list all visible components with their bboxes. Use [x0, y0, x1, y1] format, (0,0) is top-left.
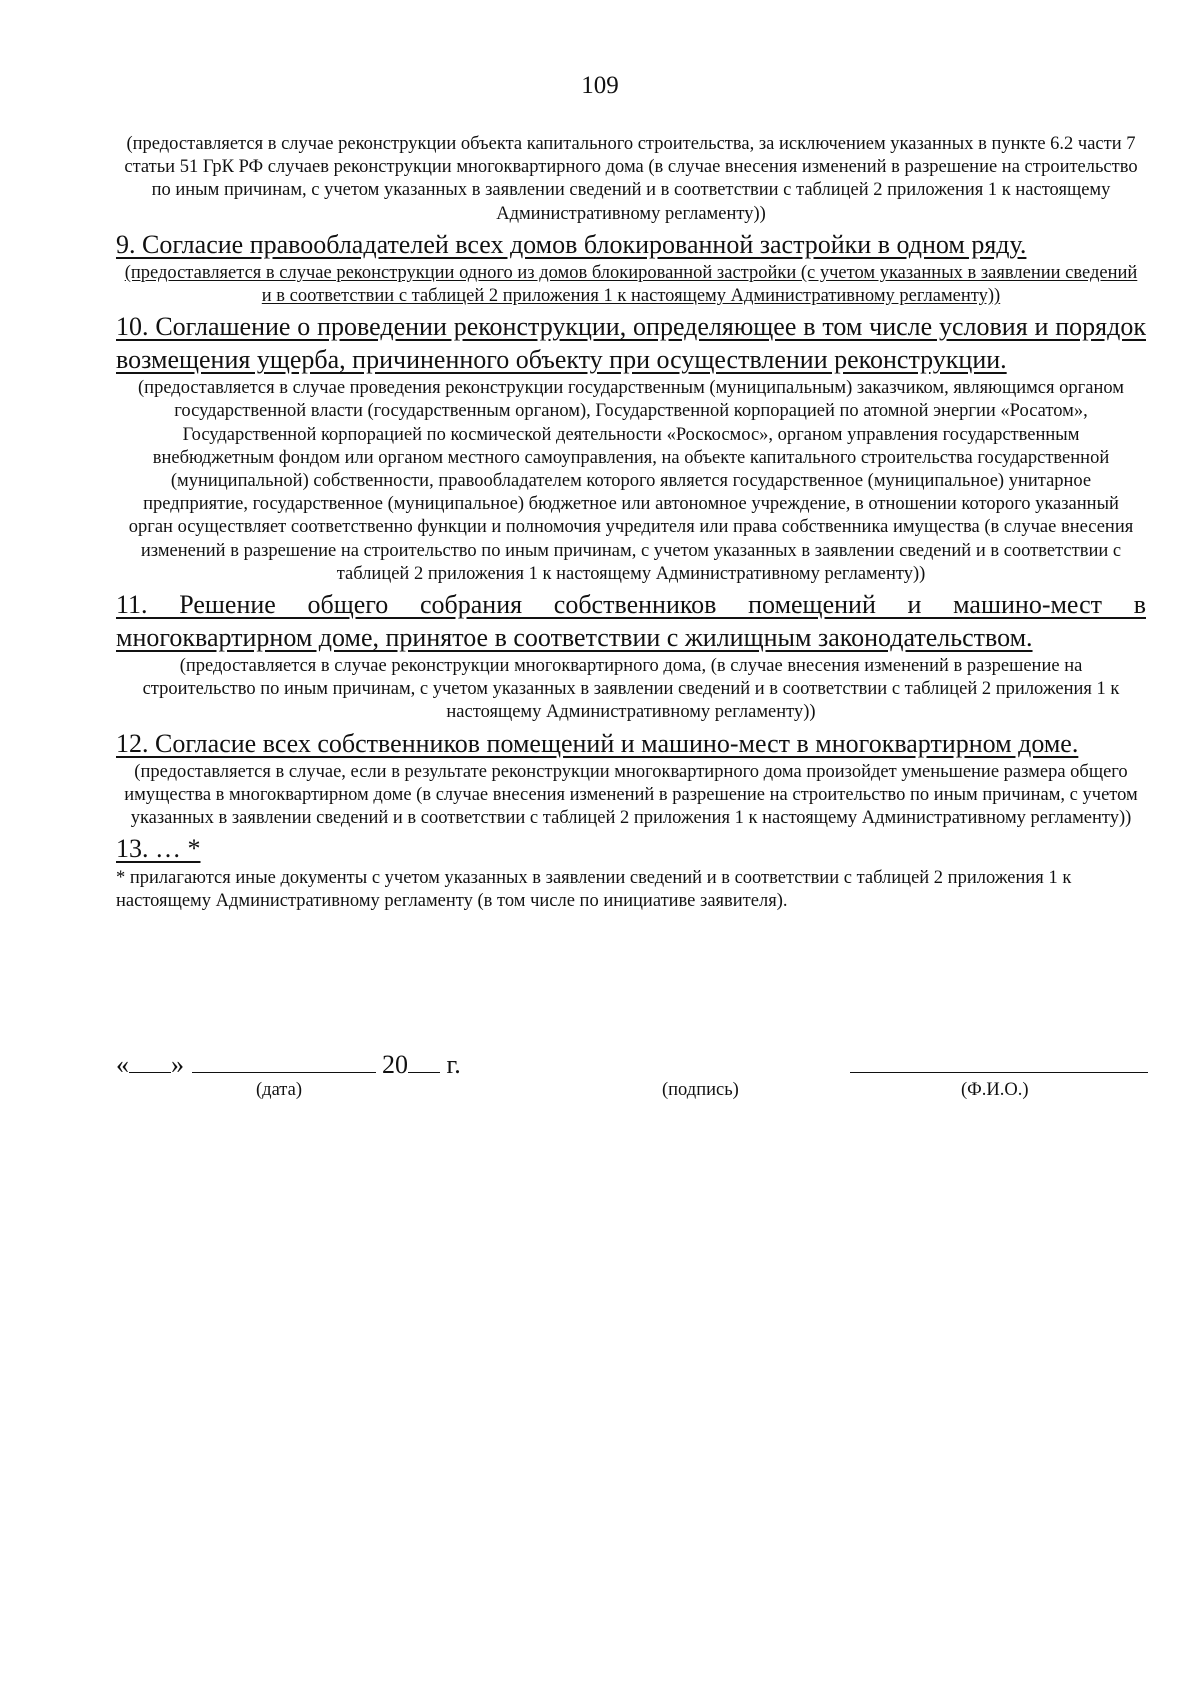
item-9	[116, 228, 1146, 308]
year-blank	[408, 1046, 440, 1073]
close-quote: »	[171, 1050, 184, 1079]
item-heading: 9. Согласие правообладателей всех домов блокированной застройки в одном ряду.	[116, 229, 1027, 259]
item-heading: 13. … *	[116, 834, 201, 864]
item-10	[116, 310, 1146, 586]
caption-date: (дата)	[256, 1080, 302, 1100]
signature-block	[116, 1046, 1146, 1106]
item-note: (предоставляется в случае реконструкции одного из домов блокированной застройки (с учетом указанных в заявлении сведений и в соответствии с таблицей 2 приложения 1 к настоящему Административному регламенту))	[124, 262, 1138, 307]
open-quote: «	[116, 1050, 129, 1079]
fio-signature-line	[850, 1072, 1148, 1073]
year-suffix: г.	[446, 1050, 461, 1079]
date-field	[116, 1046, 461, 1080]
item-note: (предоставляется в случае проведения реконструкции государственным (муниципальным) заказчиком, являющимся органом государственной власти (государственным органом), Государственной корпорацией по атомной энергии «Росатом», Государственной корпорацией по космической деятельности «Роскосмос», органом управления государственным внебюджетным фондом или органом местного самоуправления, на объекте капитального строительства государственной (муниципальной) собственности, правообладателем которого является государственное (муниципальное) унитарное предприятие, государственное (муниципальное) бюджетное или автономное учреждение, в отношении которого указанный орган осуществляет соответственно функции и полномочия учредителя или права собственника имущества (в случае внесения изменений в разрешение на строительство по иным причинам, с учетом указанных в заявлении сведений и в соответствии с таблицей 2 приложения 1 к настоящему Административному регламенту))	[128, 378, 1134, 584]
document-body	[116, 133, 1146, 914]
caption-fio: (Ф.И.О.)	[961, 1080, 1029, 1100]
item-11	[116, 588, 1146, 725]
intro-note: (предоставляется в случае реконструкции объекта капитального строительства, за исключением указанных в пункте 6.2 части 7 статьи 51 ГрК РФ случаев реконструкции многоквартирного дома (в случае внесения изменений в разрешение на строительство по иным причинам, с учетом указанных в заявлении сведений и в соответствии с таблицей 2 приложения 1 к настоящему Административному регламенту))	[124, 134, 1138, 224]
page-number: 109	[581, 72, 619, 99]
footnote: * прилагаются иные документы с учетом указанных в заявлении сведений и в соответствии с таблицей 2 приложения 1 к настоящему Административному регламенту (в том числе по инициативе заявителя).	[116, 868, 1072, 912]
item-12	[116, 727, 1146, 831]
day-blank	[129, 1046, 171, 1073]
item-heading: 11. Решение общего собрания собственников помещений и машино-мест в многоквартирном доме, принятое в соответствии с жилищным законодательством.	[116, 590, 1146, 653]
year-prefix: 20	[382, 1050, 408, 1079]
item-heading: 12. Согласие всех собственников помещений и машино-мест в многоквартирном доме.	[116, 728, 1079, 758]
item-13	[116, 832, 1146, 865]
item-note: (предоставляется в случае реконструкции многоквартирного дома, (в случае внесения изменений в разрешение на строительство по иным причинам, с учетом указанных в заявлении сведений и в соответствии с таблицей 2 приложения 1 к настоящему Административному регламенту))	[142, 656, 1120, 723]
item-heading: 10. Соглашение о проведении реконструкции, определяющее в том числе условия и порядок возмещения ущерба, причиненного объекту при осуществлении реконструкции.	[116, 312, 1146, 375]
caption-signature: (подпись)	[662, 1080, 739, 1100]
month-blank	[192, 1046, 376, 1073]
item-note: (предоставляется в случае, если в результате реконструкции многоквартирного дома произойдет уменьшение размера общего имущества в многоквартирном доме (в случае внесения изменений в разрешение на строительство по иным причинам, с учетом указанных в заявлении сведений и в соответствии с таблицей 2 приложения 1 к настоящему Административному регламенту))	[124, 761, 1138, 829]
